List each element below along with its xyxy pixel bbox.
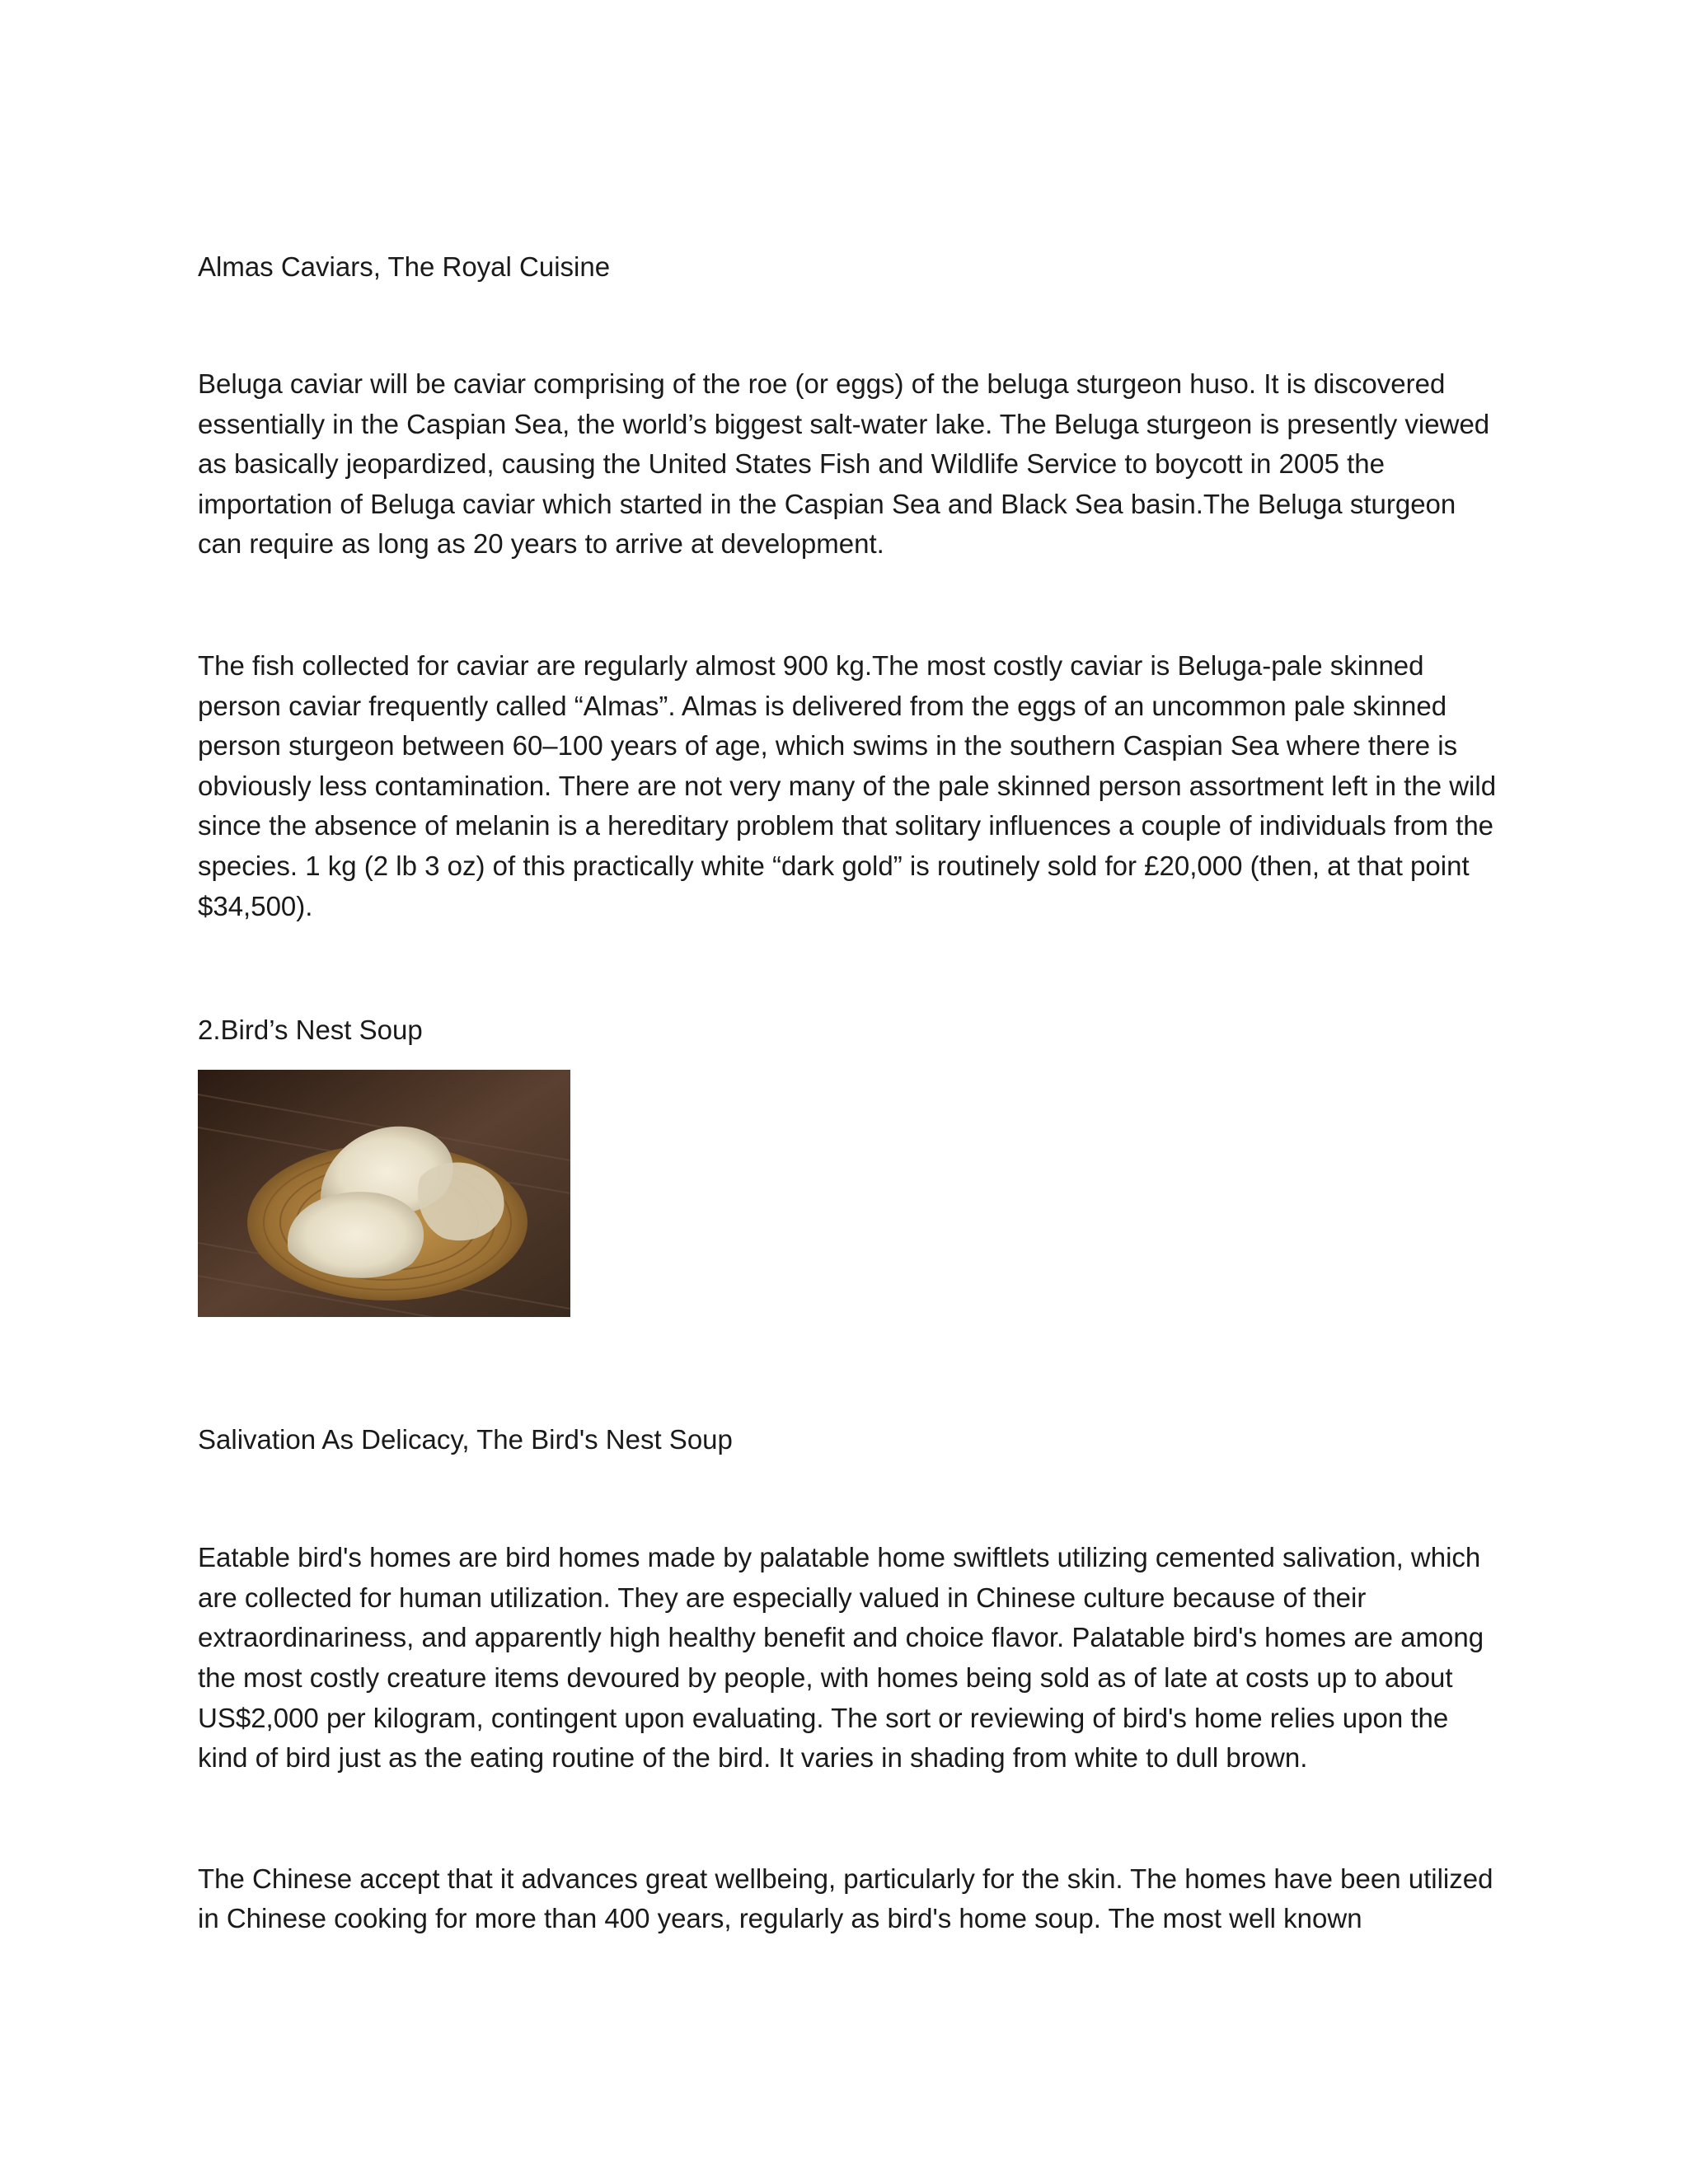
section-title-birds-nest-soup: 2.Bird’s Nest Soup — [198, 1015, 423, 1046]
section-subtitle-salivation-delicacy: Salivation As Delicacy, The Bird's Nest Soup — [198, 1424, 733, 1455]
birds-nest-photo — [198, 1070, 570, 1317]
paragraph-chinese-belief: The Chinese accept that it advances great wellbeing, particularly for the skin. The homes have been utilized in Chinese cooking for more than 400 years, regularly as bird's home soup. The most well known — [198, 1863, 1493, 1934]
paragraph-beluga-caviar: Beluga caviar will be caviar comprising of the roe (or eggs) of the beluga sturgeon huso. It is discovered essentially in the Caspian Sea, the world’s biggest salt-water lake. The Beluga sturgeon is presently viewed as basically jeopardized, causing the United States Fish and Wildlife Service to boycott in 2005 the importation of Beluga caviar which started in the Caspian Sea and Black Sea basin.The Beluga sturgeon can require as long as 20 years to arrive at development. — [198, 368, 1490, 560]
paragraph-almas-caviar: The fish collected for caviar are regularly almost 900 kg.The most costly caviar is Beluga-pale skinned person caviar frequently called “Almas”. Almas is delivered from the eggs of an uncommon pale skinned person sturgeon between 60–100 years of age, which swims in the southern Caspian Sea where there is obviously less contamination. There are not very many of the pale skinned person assortment left in the wild since the absence of melanin is a hereditary problem that solitary influences a couple of individuals from the species. 1 kg (2 lb 3 oz) of this practically white “dark gold” is routinely sold for £20,000 (then, at that point $34,500). — [198, 649, 1497, 921]
document-body — [198, 247, 1500, 1939]
paragraph-eatable-birds-nest: Eatable bird's homes are bird homes made by palatable home swiftlets utilizing cemented salivation, which are collected for human utilization. They are especially valued in Chinese culture because of their extraordinariness, and apparently high healthy benefit and choice flavor. Palatable bird's homes are among the most costly creature items devoured by people, with homes being sold as of late at costs up to about US$2,000 per kilogram, contingent upon evaluating. The sort or reviewing of bird's home relies upon the kind of bird just as the eating routine of the bird. It varies in shading from white to dull brown. — [198, 1542, 1484, 1774]
section-title-almas-caviar: Almas Caviars, The Royal Cuisine — [198, 251, 611, 282]
